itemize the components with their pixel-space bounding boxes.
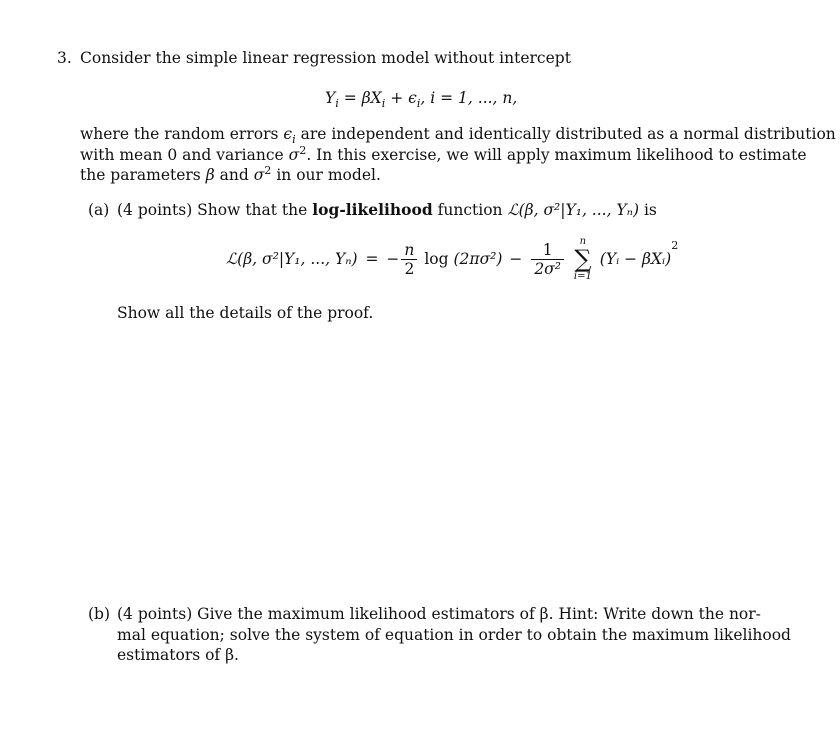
- para-text: with mean 0 and variance: [80, 146, 284, 164]
- eq-equals: =: [343, 89, 357, 107]
- sum-upper-limit: n: [579, 236, 587, 247]
- eq-frac-n-2: [401, 241, 417, 278]
- para-beta: β: [205, 166, 215, 184]
- eq-y-sub: i: [335, 97, 339, 111]
- eq-equals: =: [365, 250, 379, 268]
- eq-summation: [574, 236, 592, 282]
- paragraph-line-3: [80, 165, 381, 185]
- eq-frac-1-2sigma: [531, 241, 564, 278]
- part-b-label: (b): [88, 605, 111, 623]
- eq-epsilon: ϵ: [408, 89, 417, 107]
- part-a-text: (4 points) Show that the: [117, 201, 308, 219]
- para-text: and: [219, 166, 249, 184]
- frac-denominator: 2: [404, 259, 415, 278]
- para-sigma-sq: 2: [299, 143, 307, 157]
- log-likelihood-equation: [226, 236, 678, 282]
- eq-term-power: 2: [671, 239, 679, 252]
- part-a-label: (a): [88, 201, 110, 219]
- model-equation: [325, 88, 518, 111]
- part-a-text: is: [643, 201, 657, 219]
- eq-log-arg: (2πσ²): [453, 250, 503, 268]
- eq-minus: −: [386, 250, 400, 268]
- eq-eps-sub: i: [416, 97, 421, 111]
- para-text: the parameters: [80, 166, 201, 184]
- frac-numerator: 1: [531, 241, 564, 260]
- eq-beta-x: βX: [361, 89, 382, 107]
- sum-symbol: ∑: [574, 245, 592, 273]
- para-text: where the random errors: [80, 125, 279, 143]
- eq-y: Y: [325, 89, 336, 107]
- para-sigma: σ: [253, 166, 265, 184]
- part-a-func-sig: ℒ(β, σ²|Y₁, ..., Yₙ): [507, 201, 639, 219]
- sum-lower-limit: i=1: [573, 271, 592, 282]
- part-a-bold: log-likelihood: [312, 200, 433, 219]
- paragraph-line-2: [80, 145, 807, 165]
- para-text: in our model.: [276, 166, 381, 184]
- part-b-line-1: (4 points) Give the maximum likelihood estimators of β. Hint: Write down the nor-: [117, 605, 761, 623]
- part-a-prompt: [117, 200, 657, 220]
- part-b-line-3: estimators of β.: [117, 646, 239, 664]
- para-epsilon: ϵ: [283, 125, 293, 143]
- para-text: . In this exercise, we will apply maximum likelihood to estimate: [306, 146, 807, 164]
- part-b-line-2: mal equation; solve the system of equation in order to obtain the maximum likelihood: [117, 626, 791, 644]
- part-a-details: Show all the details of the proof.: [117, 304, 374, 322]
- eq-term: (Yᵢ − βXᵢ): [599, 250, 672, 268]
- part-a-text: function: [437, 201, 503, 219]
- para-eps-sub: i: [292, 133, 296, 147]
- eq-minus: −: [509, 250, 523, 268]
- eq-log: log: [424, 250, 449, 268]
- eq-range: , i = 1, ..., n,: [420, 89, 518, 107]
- paragraph-line-1: [80, 124, 836, 147]
- problem-number: 3.: [57, 49, 72, 67]
- problem-intro: Consider the simple linear regression model without intercept: [80, 49, 571, 67]
- para-text: are independent and identically distributed as a normal distribution: [300, 125, 836, 143]
- eq-x-sub: i: [381, 97, 386, 111]
- para-sigma-sq: 2: [264, 163, 272, 177]
- para-sigma: σ: [288, 146, 300, 164]
- eq-plus: +: [390, 89, 404, 107]
- frac-denominator: 2σ²: [534, 259, 561, 278]
- eq-lhs: ℒ(β, σ²|Y₁, ..., Yₙ): [226, 250, 358, 268]
- frac-numerator: n: [401, 241, 417, 260]
